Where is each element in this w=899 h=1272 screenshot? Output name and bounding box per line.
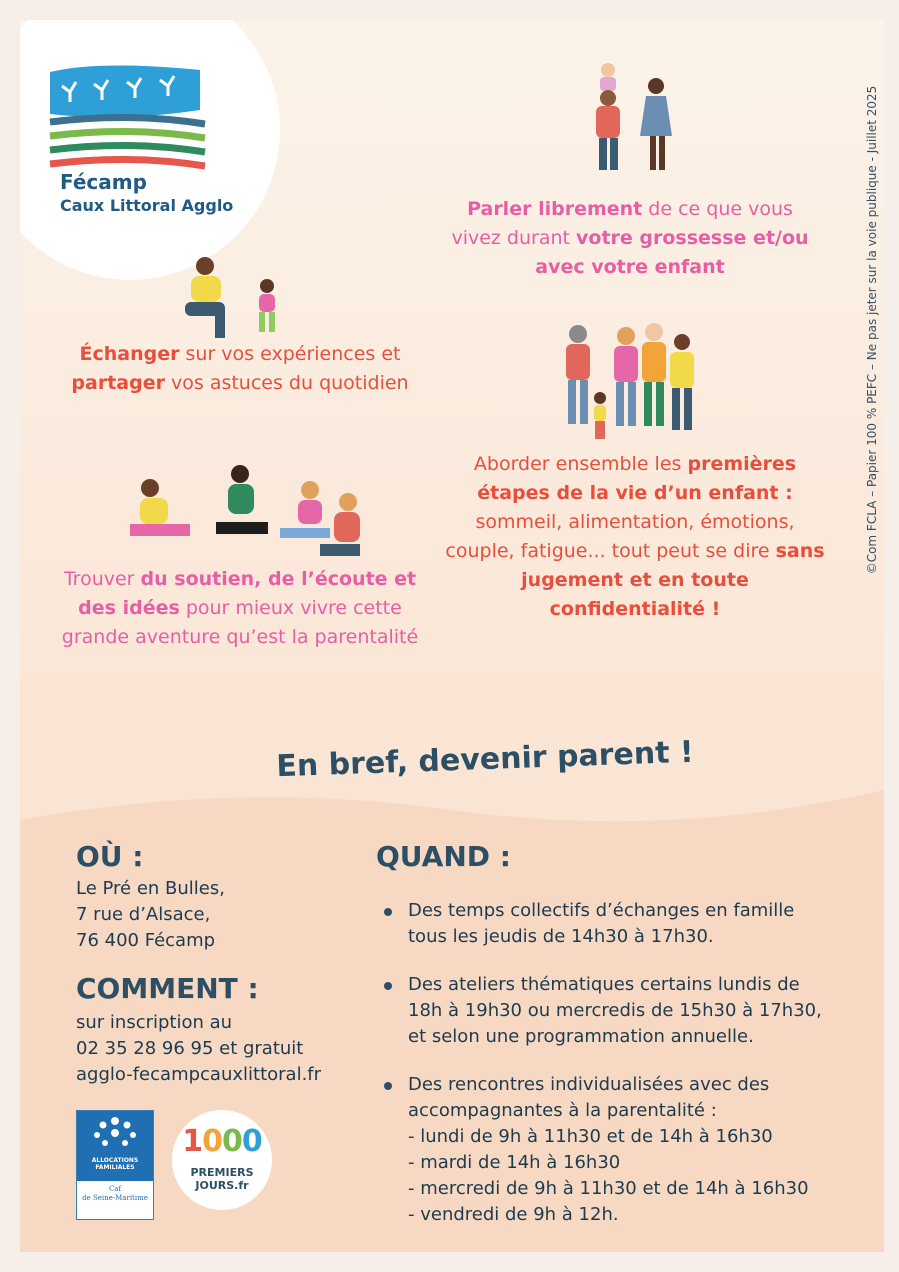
trouver-text-2: pour mieux vivre cette grande aventure qu’est la parentalité: [61, 597, 419, 648]
trouver-text-1: Trouver: [63, 568, 141, 590]
headline: En bref, devenir parent !: [275, 734, 695, 785]
seated-group-illustration: [120, 460, 360, 570]
quand-line: tous les jeudis de 14h30 à 17h30.: [408, 926, 714, 947]
caf-line: Caf: [108, 1185, 122, 1193]
caf-line: ALLOCATIONS: [91, 1157, 139, 1164]
credit-text: ©Com FCLA – Papier 100 % PEFC – Ne pas jeter sur la voie publique - Juillet 2025: [865, 85, 879, 575]
ou-line: 7 rue d’Alsace,: [76, 904, 211, 925]
quand-line: Des temps collectifs d’échanges en famille: [408, 900, 795, 921]
jours-text: [172, 1166, 272, 1192]
quand-title: QUAND :: [376, 840, 511, 873]
parler-text-1: de ce que vous vivez durant: [451, 198, 793, 249]
echanger-bold-1: Échanger: [79, 343, 180, 365]
quand-item: [380, 972, 850, 1050]
quand-line: - mercredi de 9h à 11h30 et de 14h à 16h30: [408, 1178, 809, 1199]
comment-line: 02 35 28 96 95 et gratuit: [76, 1038, 304, 1059]
trouver-block: [50, 565, 430, 652]
quand-item: [380, 1072, 850, 1228]
aborder-block: [445, 450, 825, 624]
echanger-text-1: sur vos expériences et: [179, 343, 401, 365]
quand-line: et selon une programmation annuelle.: [408, 1026, 754, 1047]
flyer-page: [20, 20, 884, 1252]
parents-group-illustration: [558, 320, 718, 450]
comment-line: sur inscription au: [76, 1012, 233, 1033]
quand-line: accompagnantes à la parentalité :: [408, 1100, 717, 1121]
aborder-text-1: Aborder ensemble les: [473, 453, 688, 475]
1000-jours-logo: [172, 1110, 272, 1210]
jours-digit: 1: [182, 1124, 203, 1159]
jours-line: JOURS.fr: [195, 1179, 249, 1192]
pregnant-family-illustration: [580, 48, 690, 178]
quand-line: - lundi de 9h à 11h30 et de 14h à 16h30: [408, 1126, 773, 1147]
adult-child-illustration: [175, 252, 305, 342]
comment-info: [76, 1010, 321, 1088]
parler-bold-1: Parler librement: [467, 198, 643, 220]
jours-digit: 0: [222, 1124, 242, 1159]
caf-logo: [76, 1110, 154, 1220]
aborder-bold-1: premières étapes de la vie d’un enfant :: [477, 453, 797, 504]
ou-title: OÙ :: [76, 840, 144, 873]
jours-number: [172, 1124, 272, 1159]
quand-item: [380, 898, 850, 950]
ou-address: [76, 876, 225, 954]
quand-list: [380, 898, 850, 1250]
caf-logo-top: [77, 1111, 153, 1181]
parler-block: [440, 195, 820, 282]
aborder-bold-2: sans jugement et en toute confidentialité !: [521, 540, 825, 620]
comment-title: COMMENT :: [76, 972, 259, 1005]
caf-line: de Seine-Maritime: [82, 1194, 148, 1202]
echanger-block: [60, 340, 420, 398]
aborder-text-2: sommeil, alimentation, émotions, couple, fatigue... tout peut se dire: [445, 511, 795, 562]
ou-line: Le Pré en Bulles,: [76, 878, 225, 899]
jours-digit: 0: [241, 1124, 262, 1159]
quand-line: - mardi de 14h à 16h30: [408, 1152, 621, 1173]
echanger-bold-2: partager: [71, 372, 165, 394]
parler-bold-2: votre grossesse et/ou avec votre enfant: [535, 227, 809, 278]
caf-text-top: [77, 1157, 153, 1171]
echanger-text-2: vos astuces du quotidien: [164, 372, 409, 394]
logo-line-1: Fécamp: [60, 170, 147, 194]
credit-vertical: [862, 80, 882, 580]
quand-line: Des ateliers thématiques certains lundis de: [408, 974, 800, 995]
comment-line: agglo-fecampcauxlittoral.fr: [76, 1064, 322, 1085]
ou-line: 76 400 Fécamp: [76, 930, 216, 951]
trouver-bold-1: du soutien, de l’écoute et des idées: [78, 568, 417, 619]
jours-digit: 0: [202, 1124, 222, 1159]
caf-figures-icon: [77, 1111, 153, 1155]
quand-line: 18h à 19h30 ou mercredis de 15h30 à 17h30,: [408, 1000, 822, 1021]
jours-line: PREMIERS: [190, 1166, 254, 1179]
caf-line: FAMILIALES: [95, 1164, 135, 1171]
logo-text: [60, 170, 233, 215]
quand-line: - vendredi de 9h à 12h.: [408, 1204, 619, 1225]
logo-line-2: Caux Littoral Agglo: [60, 196, 234, 215]
quand-line: Des rencontres individualisées avec des: [408, 1074, 770, 1095]
caf-text-bottom: [77, 1185, 153, 1203]
